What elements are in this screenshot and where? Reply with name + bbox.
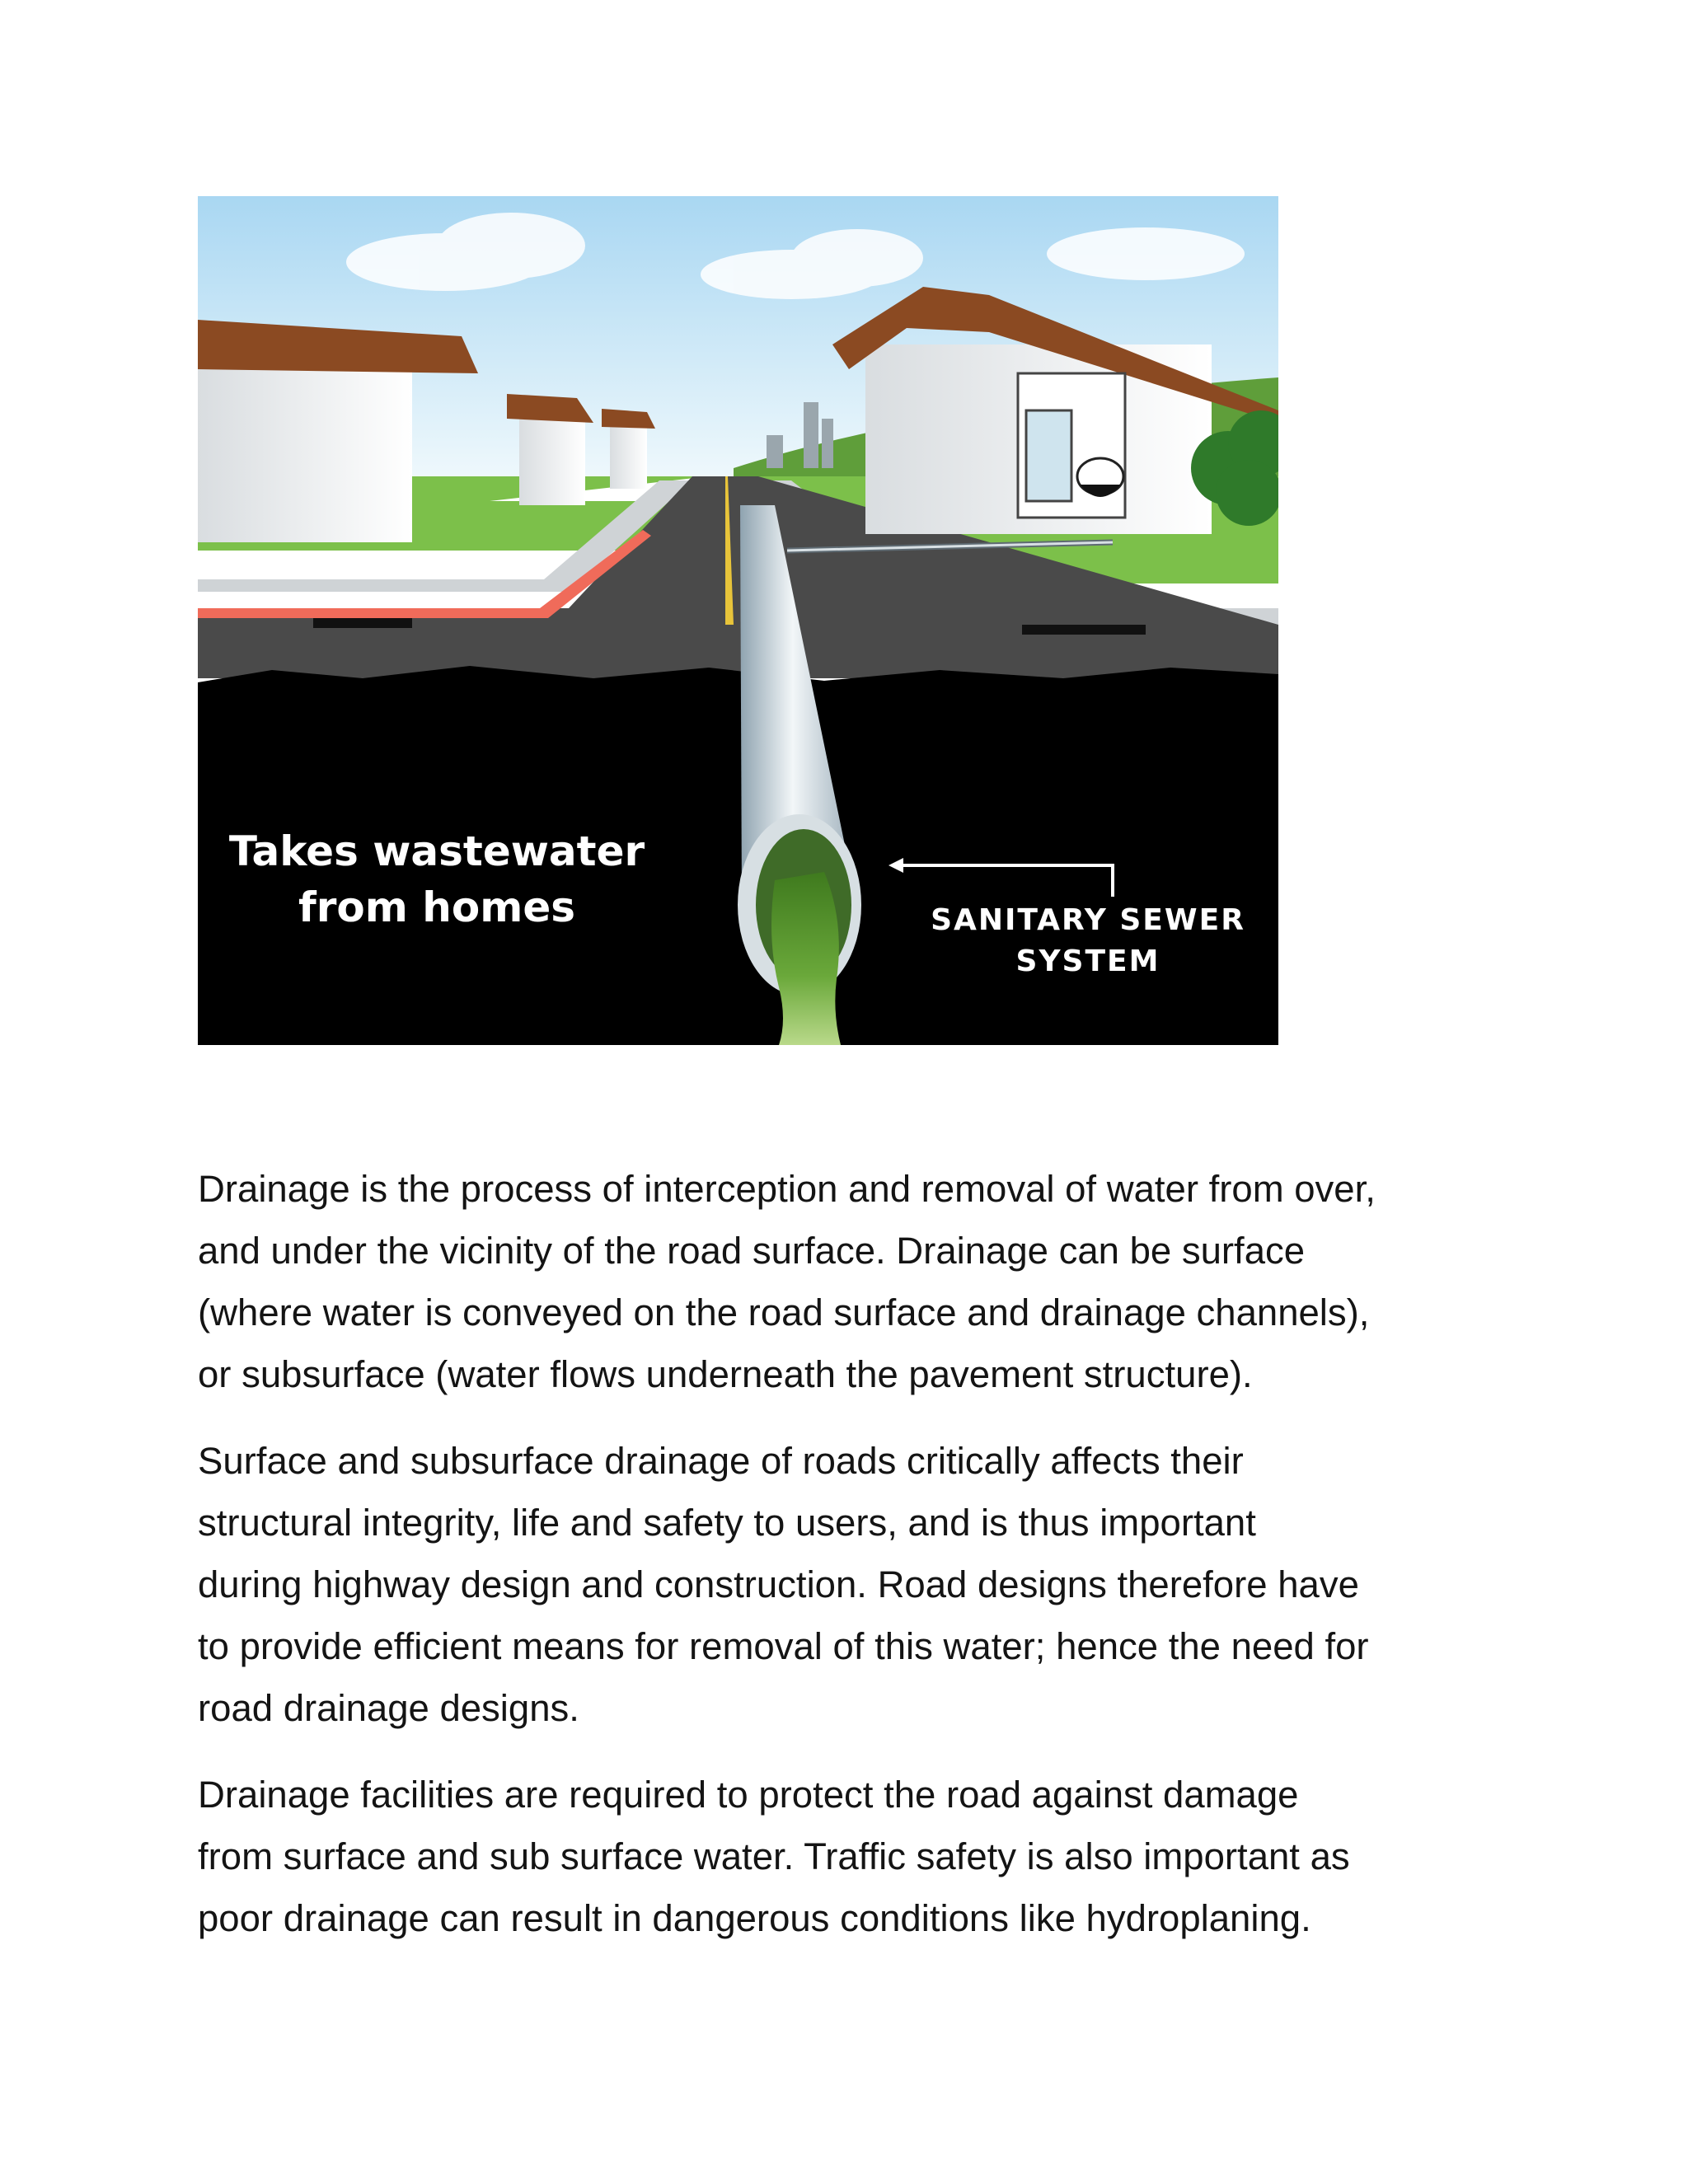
- text-line: to provide efficient means for removal of this water; hence the need for: [198, 1625, 1369, 1667]
- label-from-homes: from homes: [298, 883, 575, 931]
- label-takes-wastewater: Takes wastewater: [228, 827, 645, 875]
- text-line: Drainage facilities are required to protect the road against damage: [198, 1774, 1299, 1816]
- text-line: structural integrity, life and safety to users, and is thus important: [198, 1502, 1256, 1544]
- text-line: Surface and subsurface drainage of roads critically affects their: [198, 1440, 1244, 1482]
- text-line: and under the vicinity of the road surface. Drainage can be surface: [198, 1230, 1306, 1272]
- text-line: Drainage is the process of interception and removal of water from over,: [198, 1168, 1376, 1210]
- storm-drain-right: [1022, 625, 1146, 635]
- sanitary-sewer-illustration: [198, 196, 1278, 1045]
- paragraph-3: [198, 1764, 1517, 1949]
- label-sanitary-sewer: SANITARY SEWER: [931, 903, 1245, 937]
- paragraph-1: [198, 1158, 1517, 1405]
- body-text: [198, 1158, 1517, 1974]
- illustration-canvas: [198, 196, 1278, 1045]
- text-line: from surface and sub surface water. Traffic safety is also important as: [198, 1835, 1350, 1877]
- text-line: poor drainage can result in dangerous conditions like hydroplaning.: [198, 1897, 1311, 1939]
- text-line: road drainage designs.: [198, 1687, 579, 1729]
- text-line: (where water is conveyed on the road surface and drainage channels),: [198, 1291, 1370, 1333]
- storm-drain-left: [313, 618, 412, 628]
- text-line: or subsurface (water flows underneath the pavement structure).: [198, 1353, 1253, 1395]
- text-line: during highway design and construction. Road designs therefore have: [198, 1563, 1359, 1605]
- paragraph-2: [198, 1430, 1517, 1739]
- label-system: SYSTEM: [1015, 944, 1160, 978]
- house-left-2: [507, 394, 593, 505]
